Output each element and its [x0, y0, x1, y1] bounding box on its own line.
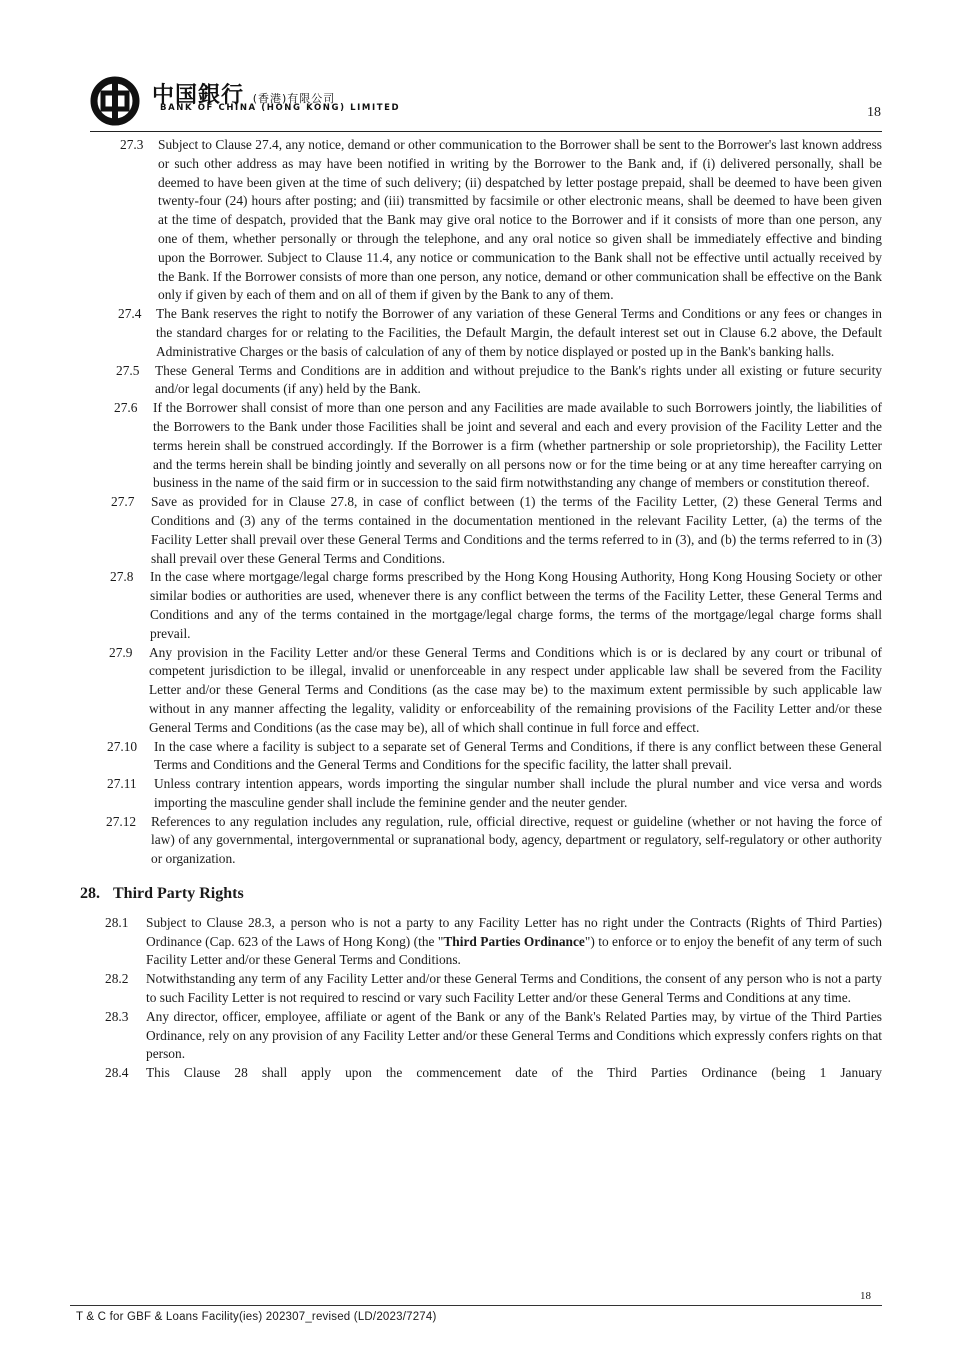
clause-28-3: [80, 1008, 882, 1064]
clause-number: 27.12: [106, 813, 137, 829]
clause-number: 27.9: [109, 644, 133, 660]
footer-divider: [70, 1305, 882, 1306]
clause-number: 27.10: [107, 738, 138, 754]
document-reference: T & C for GBF & Loans Facility(ies) 202307_revised (LD/2023/7274): [76, 1311, 437, 1323]
clause-text: If the Borrower shall consist of more than one person and any Facilities are made available to such Borrowers jointly, the liabilities of the Borrowers to the Bank under those Facilities shall be joint and several and each and every provision of the Facility Letter and the terms herein shall be construed accordingly. If the Borrower is a firm (whether partnership or sole proprietorship), the Facility Letter and the terms herein shall be binding jointly and severally on all persons now or for the time being or at any time hereafter carrying on business in the name of the said firm or in succession to the said firm notwithstanding any change of members or constitution thereof.: [153, 400, 882, 491]
clause-text: Save as provided for in Clause 27.8, in case of conflict between (1) the terms of the Facility Letter, (2) these General Terms and Conditions and (3) any of the terms contained in the documentation mentioned in the relevant Facility Letter, (a) the terms of the Facility Letter shall prevail over these General Terms and Conditions and the terms referred to in (3), and (b) the terms referred to in (3) shall prevail over these General Terms and Conditions.: [151, 494, 882, 566]
clause-number: 28.2: [105, 971, 129, 987]
clause-28-1: [80, 914, 882, 970]
clause-text: Unless contrary intention appears, words importing the singular number shall include the plural number and vice versa and words importing the masculine gender shall include the feminine gender and the neuter gender.: [154, 776, 882, 810]
bank-name-chinese: 中国銀行 (香港)有限公司: [152, 83, 336, 108]
clause-text: References to any regulation includes any regulation, rule, official directive, request or guideline (whether or not having the force of law) of any governmental, intergovernmental or supranational body, agency, department or regulatory, self-regulatory or other authority or organization.: [151, 813, 882, 867]
clause-text: Subject to Clause 27.4, any notice, demand or other communication to the Borrower shall be sent to the Borrower's last known address or such other address as may have been notified in writing by the Borrower to the Bank and, if (i) delivered personally, shall be deemed to have been given at the time of such delivery; (ii) despatched by letter postage prepaid, shall be deemed to have been given twenty-four (24) hours after posting; and (iii) transmitted by facsimile or other electronic means, shall be deemed to have been given at the time of despatch, provided that the Bank may give oral notice to the Borrower and if it consists of more than one person, any one of them, whether personally or through the telephone, and any oral notice so given shall be immediately effective and binding upon the Borrower. Subject to Clause 11.4, any notice or communication to the Bank shall not be effective until actually received by the Bank. If the Borrower consists of more than one person, any notice, demand or other communication shall be effective on the Bank only if given by each of them and on all of them if given by the Bank to any of them.: [158, 137, 882, 303]
clause-number: 27.5: [116, 362, 140, 378]
section-title: Third Party Rights: [113, 885, 244, 903]
page-number-bottom: 18: [860, 1290, 871, 1302]
clause-27-9: [80, 644, 882, 738]
defined-term: Third Parties Ordinance: [443, 933, 585, 949]
clause-number: 27.6: [114, 400, 138, 416]
clause-text: Any provision in the Facility Letter and/or these General Terms and Conditions which is or is declared by any court or tribunal of competent jurisdiction to be illegal, invalid or unenforceable in any respect under applicable law shall be severed from the Facility Letter and/or these General Terms and Conditions (as the case may be) to the maximum extent permissible by such applicable law without in any manner affecting the legality, validity or enforceability of the remaining provisions of the Facility Letter and/or these General Terms and Conditions (as the case may be), all of which shall continue in full force and effect.: [149, 644, 882, 735]
bank-name-english: BANK OF CHINA (HONG KONG) LIMITED: [160, 103, 401, 113]
clause-27-6: [80, 399, 882, 493]
clause-number: 28.4: [105, 1065, 129, 1081]
clause-text: This Clause 28 shall apply upon the commencement date of the Third Parties Ordinance (being 1 January: [146, 1065, 882, 1081]
clause-27-12: [80, 813, 882, 869]
page-number-top: 18: [867, 105, 881, 120]
clause-number: 27.7: [111, 494, 135, 510]
clause-number: 27.8: [110, 569, 134, 585]
letterhead: [90, 76, 890, 126]
clause-number: 28.1: [105, 914, 129, 930]
header-divider: [90, 131, 882, 132]
clause-27-5: [80, 362, 882, 400]
clause-28-2: [80, 970, 882, 1008]
clause-text: The Bank reserves the right to notify the Borrower of any variation of these General Terms and Conditions or any fees or changes in the standard charges for or relating to the Facilities, the Default Margin, the default interest set out in Clause 6.2 above, the Default Administrative Charges or the basis of calculation of any of them by notice displayed or posted up in the Bank's banking halls.: [156, 306, 882, 359]
clause-number: 27.4: [118, 306, 142, 322]
clause-number: 27.11: [107, 776, 137, 792]
clause-text: Notwithstanding any term of any Facility Letter and/or these General Terms and Conditions, the consent of any person who is not a party to such Facility Letter is not required to rescind or vary such Facility Letter and/or these General Terms and Conditions at any time.: [146, 971, 882, 1006]
clause-text: Any director, officer, employee, affiliate or agent of the Bank or any of the Bank's Related Parties may, by virtue of the Third Parties Ordinance, rely on any provision of any Facility Letter and/or these General Terms and Conditions which expressly confers rights on that person.: [146, 1008, 882, 1062]
document-body: [80, 136, 882, 1083]
clause-text: In the case where mortgage/legal charge forms prescribed by the Hong Kong Housing Authority, Hong Kong Housing Society or other similar bodies or authorities are used, whenever there is any conflict between the terms of the Facility Letter, these General Terms and Conditions and any of the terms contained in the mortgage/legal charge forms, the terms of the mortgage/legal charge forms shall prevail.: [150, 569, 882, 641]
clause-number: 28.3: [105, 1008, 129, 1024]
clause-text: In the case where a facility is subject to a separate set of General Terms and Conditions, if there is any conflict between these General Terms and Conditions and the General Terms and Conditions for the specific facility, the latter shall prevail.: [154, 738, 882, 773]
clause-27-11: [80, 775, 882, 813]
clause-text: Subject to Clause 28.3, a person who is not a party to any Facility Letter has no right under the Contracts (Rights of Third Parties) Ordinance (Cap. 623 of the Laws of Hong Kong) (the "Third Parties Ordinance") to enforce or to enjoy the benefit of any term of such Facility Letter and/or these General Terms and Conditions.: [146, 914, 882, 968]
clause-27-3: [80, 136, 882, 305]
clause-27-8: [80, 568, 882, 643]
section-number: 28.: [80, 885, 100, 903]
clause-27-10: [80, 738, 882, 776]
clause-27-7: [80, 493, 882, 568]
clause-text: These General Terms and Conditions are in addition and without prejudice to the Bank's rights under all existing or future security and/or legal documents (if any) held by the Bank.: [155, 362, 882, 397]
clause-number: 27.3: [120, 137, 144, 152]
section-28-heading: [80, 885, 882, 904]
bank-of-china-logo-icon: [90, 76, 140, 126]
clause-27-4: [80, 305, 882, 361]
clause-28-4: [80, 1064, 882, 1083]
